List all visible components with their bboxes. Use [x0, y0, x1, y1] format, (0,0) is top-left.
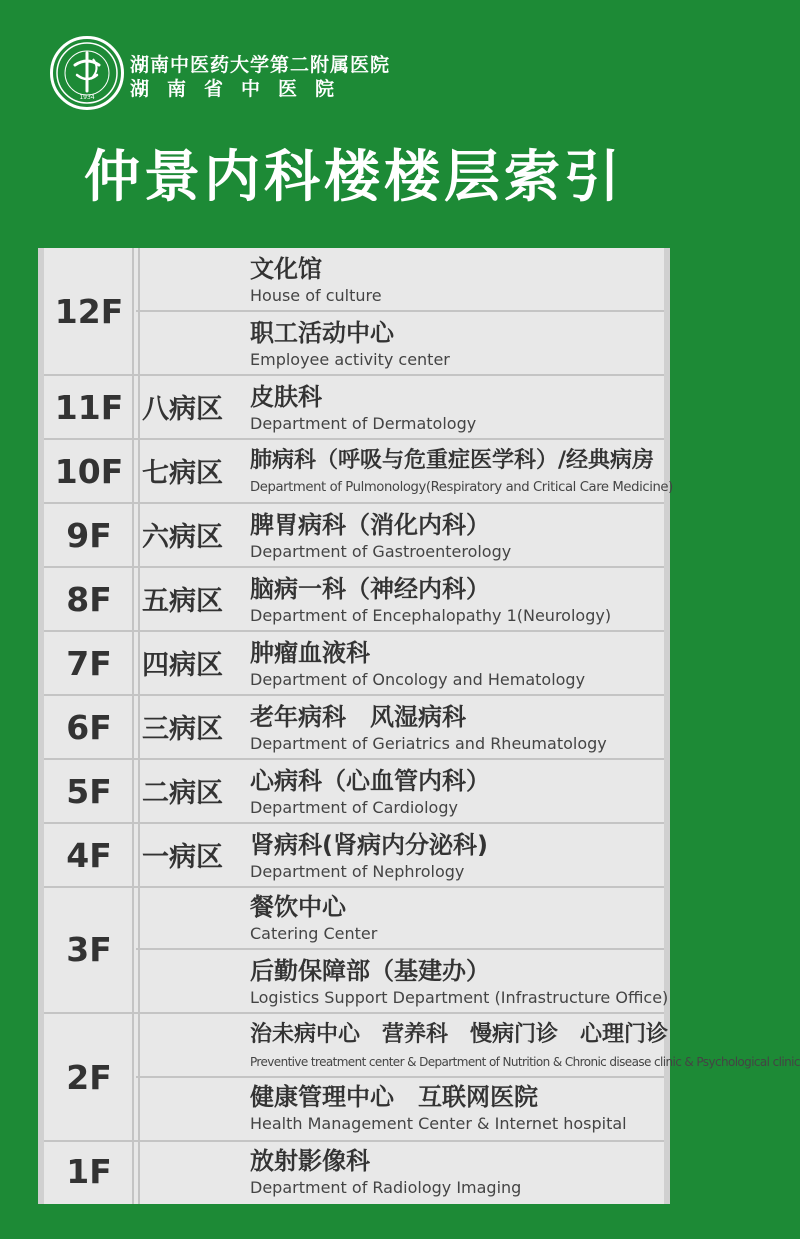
floor-label-11f: 11F [54, 388, 124, 427]
department-name-cn: 文化馆 [250, 255, 322, 283]
floor-divider [44, 758, 664, 760]
row-divider [136, 948, 664, 950]
ward-label: 一病区 [142, 842, 223, 873]
floor-divider [44, 886, 664, 888]
department-name-cn: 肺病科（呼吸与危重症医学科）/经典病房 [250, 448, 655, 473]
department-name-en: Department of Gastroenterology [250, 542, 512, 561]
hospital-alt-name: 湖南省中医院 [130, 78, 353, 100]
floor-divider [44, 566, 664, 568]
department-name-en: Logistics Support Department (Infrastructure Office) [250, 988, 669, 1007]
floor-label-10f: 10F [54, 452, 124, 491]
floor-label-5f: 5F [66, 772, 112, 811]
hospital-name: 湖南中医药大学第二附属医院 [130, 54, 391, 76]
row-divider [136, 1076, 664, 1078]
department-name-cn: 后勤保障部（基建办） [250, 957, 490, 985]
floor-directory-board [38, 248, 800, 1204]
floor-label-3f: 3F [66, 930, 112, 969]
department-name-en: Health Management Center & Internet hospital [250, 1114, 627, 1133]
column-divider [138, 248, 140, 1204]
hospital-logo-icon [50, 36, 124, 110]
floor-label-4f: 4F [66, 836, 112, 875]
ward-label: 二病区 [142, 778, 223, 809]
department-name-cn: 放射影像科 [250, 1147, 370, 1175]
ward-label: 四病区 [142, 650, 223, 681]
department-name-cn: 脑病一科（神经内科） [250, 575, 490, 603]
department-name-en: Employee activity center [250, 350, 450, 369]
department-name-en: Department of Cardiology [250, 798, 458, 817]
floor-divider [44, 822, 664, 824]
department-name-cn: 职工活动中心 [250, 319, 394, 347]
department-name-en: Department of Geriatrics and Rheumatology [250, 734, 607, 753]
department-name-cn: 餐饮中心 [250, 893, 346, 921]
floor-divider [44, 694, 664, 696]
floor-label-8f: 8F [66, 580, 112, 619]
floor-divider [44, 1012, 664, 1014]
floor-label-9f: 9F [66, 516, 112, 555]
svg-text:1934: 1934 [79, 94, 95, 101]
page-title: 仲景内科楼楼层索引 [84, 145, 624, 210]
ward-label: 六病区 [142, 522, 223, 553]
department-name-en: Catering Center [250, 924, 378, 943]
department-name-cn: 健康管理中心 互联网医院 [250, 1083, 538, 1111]
floor-label-7f: 7F [66, 644, 112, 683]
bottom-border [0, 1204, 708, 1239]
department-name-cn: 皮肤科 [250, 383, 322, 411]
department-name-en: Department of Pulmonology(Respiratory and Critical Care Medicine) [250, 480, 673, 495]
ward-label: 三病区 [142, 714, 223, 745]
department-name-cn: 脾胃病科（消化内科） [250, 511, 490, 539]
floor-divider [44, 438, 664, 440]
floor-label-6f: 6F [66, 708, 112, 747]
department-name-en: Department of Dermatology [250, 414, 477, 433]
floor-divider [44, 374, 664, 376]
department-name-cn: 心病科（心血管内科） [250, 767, 490, 795]
ward-label: 五病区 [142, 586, 223, 617]
department-name-en: House of culture [250, 286, 382, 305]
department-name-en: Department of Encephalopathy 1(Neurology) [250, 606, 612, 625]
row-divider [136, 310, 664, 312]
floor-divider [44, 502, 664, 504]
department-name-cn: 治未病中心 营养科 慢病门诊 心理门诊 [250, 1022, 669, 1047]
department-name-cn: 肾病科(肾病内分泌科) [250, 831, 488, 859]
department-name-en: Department of Nephrology [250, 862, 465, 881]
header [0, 0, 708, 248]
department-name-en: Department of Oncology and Hematology [250, 670, 586, 689]
department-name-en: Department of Radiology Imaging [250, 1178, 522, 1197]
floor-label-12f: 12F [54, 292, 124, 331]
floor-divider [44, 1140, 664, 1142]
department-name-en: Preventive treatment center & Department of Nutrition & Chronic disease clinic & Psychological clinic [250, 1055, 800, 1069]
ward-label: 七病区 [142, 458, 223, 489]
department-name-cn: 肿瘤血液科 [250, 639, 370, 667]
ward-label: 八病区 [142, 394, 223, 425]
floor-label-1f: 1F [66, 1152, 112, 1191]
department-name-cn: 老年病科 风湿病科 [250, 703, 466, 731]
floor-divider [44, 630, 664, 632]
floor-label-2f: 2F [66, 1058, 112, 1097]
